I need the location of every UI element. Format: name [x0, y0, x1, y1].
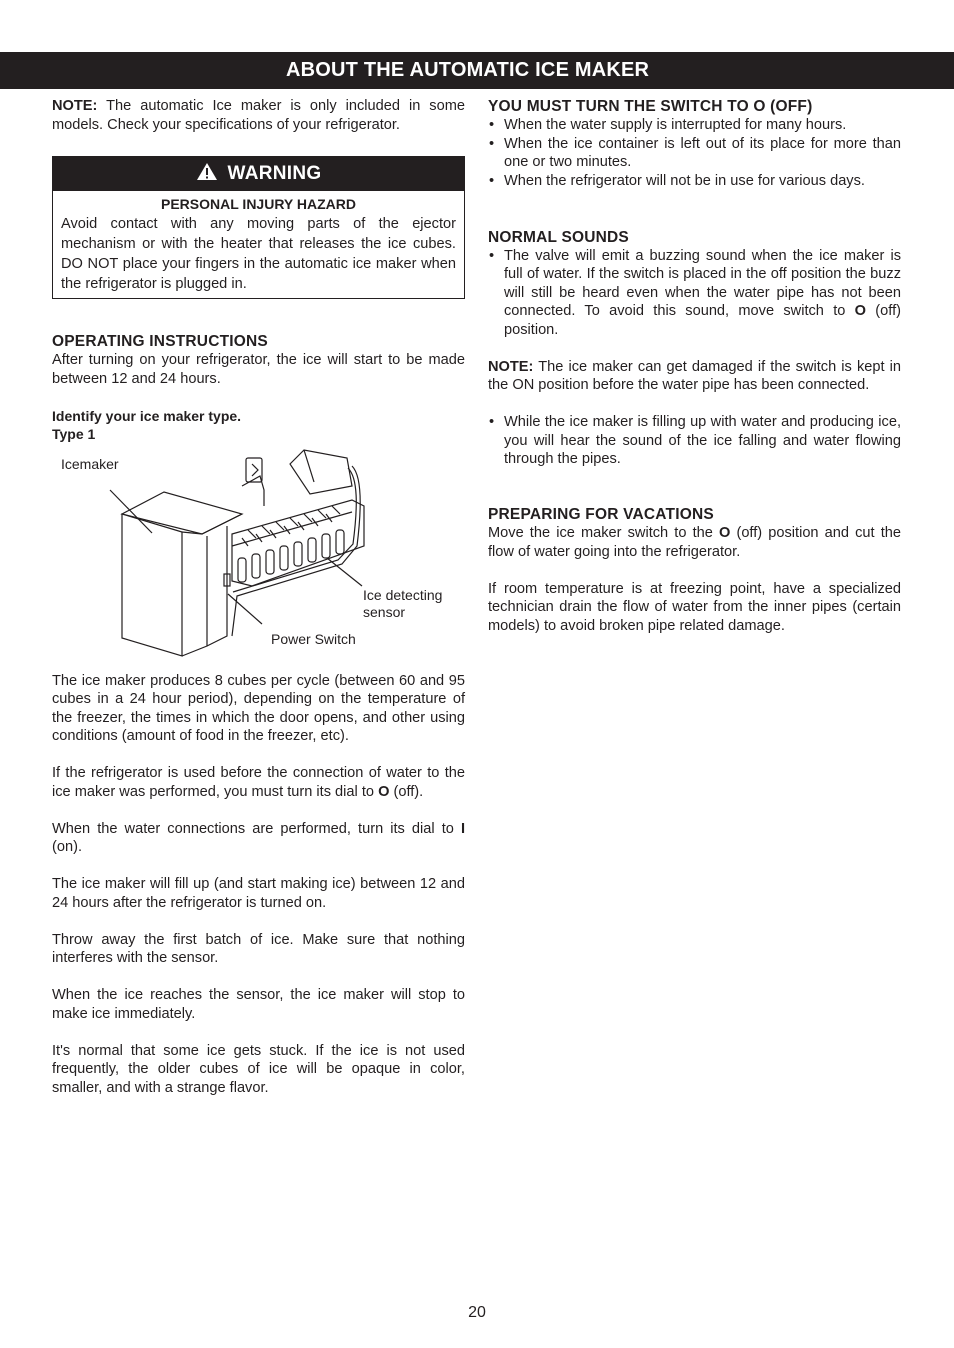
normal-sounds-heading: NORMAL SOUNDS	[488, 228, 629, 246]
icemaker-figure	[52, 446, 465, 666]
sounds-item1-text: The valve will emit a buzzing sound when the ice maker is full of water. If the switch is placed in the off position the buzz will still be heard even when the water pipe has not been connected. To avoid this sound, move switch to	[504, 247, 901, 319]
note-label: NOTE:	[52, 98, 98, 114]
p2-text: If the refrigerator is used before the connection of water to the ice maker was performed, you must turn its dial to	[52, 765, 465, 800]
sounds-note-label: NOTE:	[488, 358, 534, 375]
paragraph-cubes-per-cycle: The ice maker produces 8 cubes per cycle (between 60 and 95 cubes in a 24 hour period), depending on the temperature of the freezer, the times in which the door opens, and other using conditions (amount of food in the freezer, etc).	[52, 672, 465, 744]
list-item: • When the water supply is interrupted for many hours.	[488, 116, 901, 135]
paragraph-ice-stuck: It's normal that some ice gets stuck. If the ice is not used frequently, the older cubes of ice will be opaque in color, smaller, and with a strange flavor.	[52, 1042, 465, 1096]
left-column	[52, 97, 465, 1097]
paragraph-first-batch: Throw away the first batch of ice. Make sure that nothing interferes with the sensor.	[52, 931, 465, 966]
sounds-note	[488, 358, 901, 395]
warning-text: Avoid contact with any moving parts of the ejector mechanism or with the heater that releases the ice cubes. DO NOT place your fingers in the automatic ice maker when the refrigerator is plugged in.	[61, 216, 456, 292]
vacations-paragraph-1	[488, 524, 901, 561]
vacations-heading: PREPARING FOR VACATIONS	[488, 506, 714, 523]
paragraph-fill-up: The ice maker will fill up (and start making ice) between 12 and 24 hours after the refrigerator is turned on.	[52, 876, 465, 911]
sounds-list-2	[488, 413, 901, 469]
p3-end: (on).	[52, 839, 83, 855]
operating-instructions-heading: OPERATING INSTRUCTIONS	[52, 333, 268, 350]
icemaker-illustration	[52, 446, 465, 666]
warning-triangle-icon	[196, 162, 218, 187]
identify-type-text: Identify your ice maker type.	[52, 407, 242, 424]
sounds-list	[488, 247, 901, 340]
sounds-item1-end: (off) position.	[504, 303, 901, 338]
p2-end: (off).	[389, 783, 424, 800]
warning-subtitle: PERSONAL INJURY HAZARD	[161, 196, 356, 212]
vac-p1-text: Move the ice maker switch to the	[488, 525, 719, 541]
p2-bold: O	[378, 783, 390, 800]
ice-sensor-label-line1: Ice detecting	[363, 586, 443, 603]
p3-text: When the water connections are performed, turn its dial to	[52, 820, 461, 837]
type-label: Type 1	[52, 426, 96, 442]
vac-p1-end: (off) position and cut the flow of water going into the refrigerator.	[488, 525, 901, 560]
warning-box	[52, 156, 465, 299]
paragraph-turn-on-dial	[52, 820, 465, 857]
page-header-banner	[0, 52, 954, 89]
warning-header	[53, 157, 464, 191]
sounds-note-text: The ice maker can get damaged if the switch is kept in the ON position before the water pipe has been connected.	[488, 358, 901, 393]
warning-body	[53, 191, 464, 298]
switch-off-heading: YOU MUST TURN THE SWITCH TO O (OFF)	[488, 98, 813, 115]
icemaker-label: Icemaker	[61, 455, 119, 472]
list-item: • While the ice maker is filling up with water and producing ice, you will hear the sound of the ice falling and water flowing through the pipes.	[488, 413, 901, 469]
ice-sensor-label-line2: sensor	[363, 603, 406, 620]
page-title: ABOUT THE AUTOMATIC ICE MAKER	[286, 59, 650, 81]
vac-p1-bold: O	[718, 525, 731, 541]
list-item: • When the ice container is left out of its place for more than one or two minutes.	[488, 135, 901, 172]
power-switch-label: Power Switch	[271, 630, 356, 647]
sounds-item1-bold: O	[854, 303, 867, 319]
note-paragraph	[52, 97, 465, 134]
operating-intro: After turning on your refrigerator, the ice will start to be made between 12 and 24 hours.	[52, 352, 465, 387]
list-item	[488, 247, 901, 340]
right-column	[488, 97, 901, 635]
note-text: The automatic Ice maker is only included in some models. Check your specifications of your refrigerator.	[52, 98, 465, 133]
switch-off-list	[488, 116, 901, 190]
warning-title: WARNING	[227, 162, 322, 184]
page-number: 20	[468, 1304, 486, 1321]
list-item: • When the refrigerator will not be in use for various days.	[488, 172, 901, 191]
paragraph-sensor-stop: When the ice reaches the sensor, the ice maker will stop to make ice immediately.	[52, 987, 465, 1022]
vacations-paragraph-2: If room temperature is at freezing point, have a specialized technician drain the flow of water from the inner pipes (certain models) to avoid broken pipe related damage.	[488, 580, 901, 634]
p3-bold: I	[460, 820, 465, 837]
paragraph-turn-off-dial	[52, 764, 465, 801]
